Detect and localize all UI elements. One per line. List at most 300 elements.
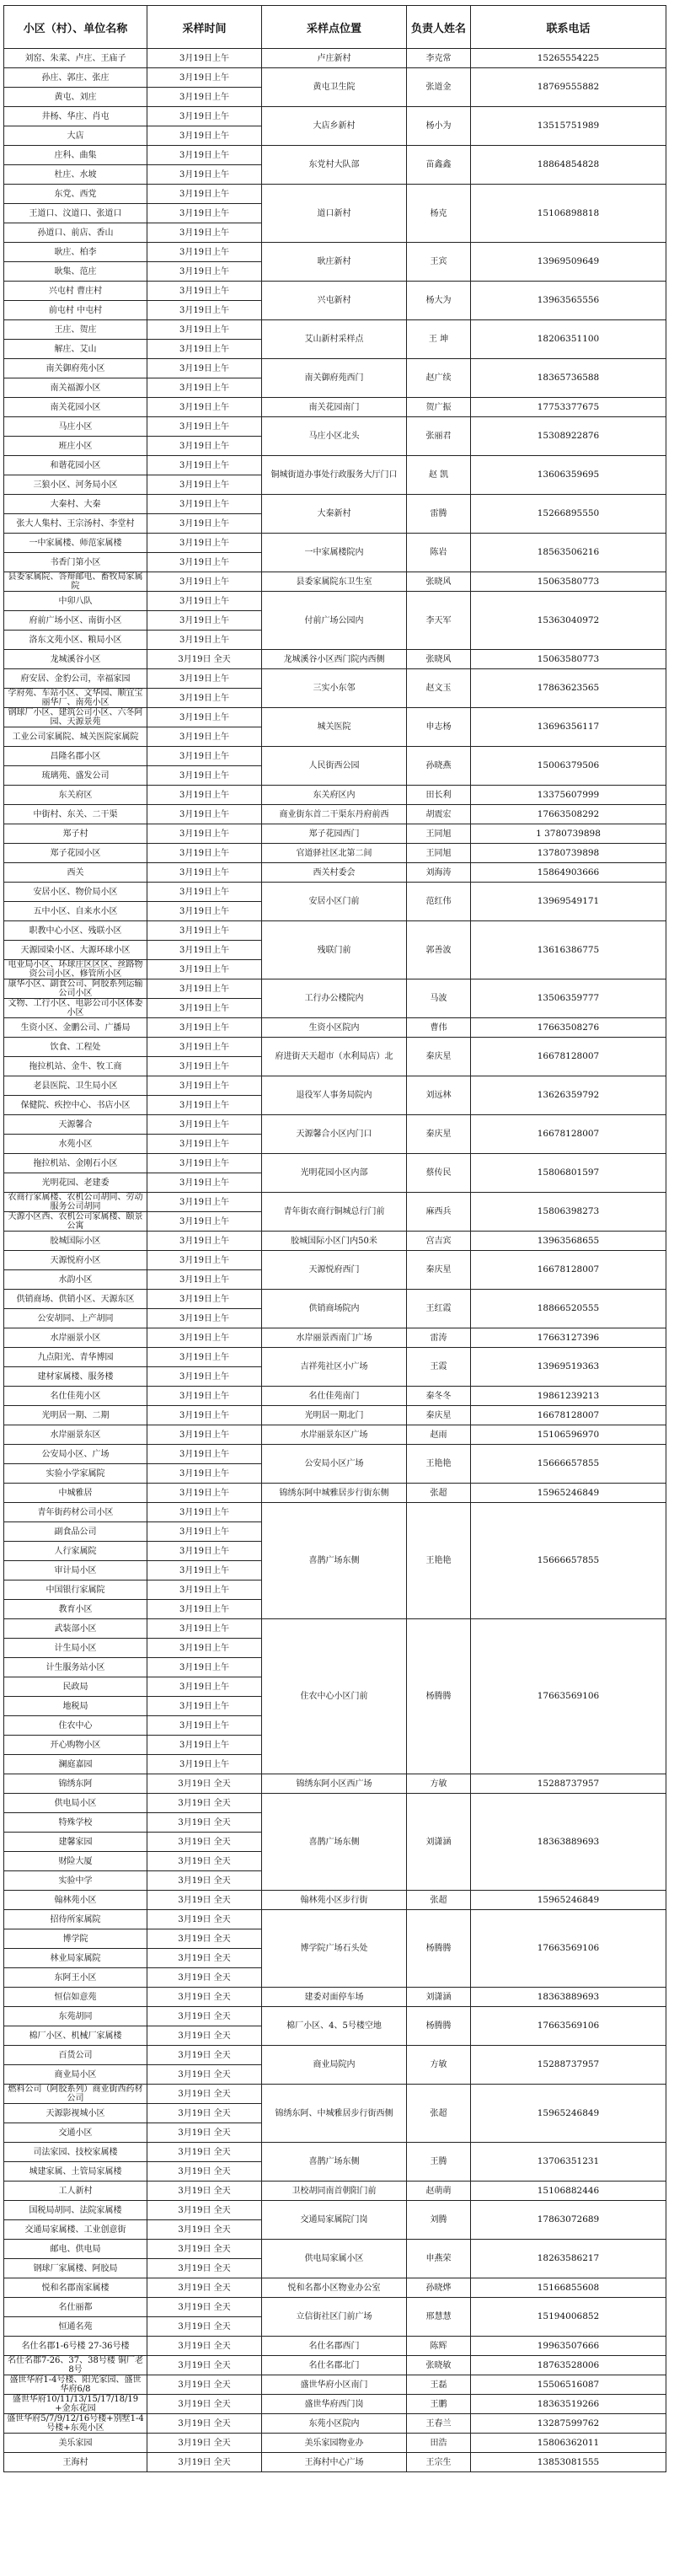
- table-row: [4, 398, 666, 417]
- time-cell: 3月19日 全天: [147, 650, 262, 669]
- phone-cell: 18363519266: [471, 2395, 666, 2414]
- time-cell: 3月19日上午: [147, 1522, 262, 1542]
- unit-cell: 工人新村: [4, 2182, 147, 2201]
- unit-cell: 燃料公司（阿胶系列）商业街西药材公司: [4, 2085, 147, 2104]
- time-cell: 3月19日上午: [147, 1658, 262, 1677]
- phone-cell: 15266895550: [471, 495, 666, 534]
- unit-cell: 班庄小区: [4, 437, 147, 456]
- person-cell: 范红伟: [407, 883, 471, 921]
- unit-cell: 府前广场小区、南街小区: [4, 611, 147, 631]
- person-cell: 陈岩: [407, 534, 471, 572]
- site-cell: 胶城国际小区门内50米: [262, 1232, 407, 1251]
- header-unit: 小区（村）、单位名称: [4, 6, 147, 49]
- person-cell: 刘潇涵: [407, 1988, 471, 2007]
- phone-cell: 15965246849: [471, 1891, 666, 1910]
- person-cell: 秦庆星: [407, 1406, 471, 1425]
- time-cell: 3月19日上午: [147, 786, 262, 805]
- unit-cell: 供电局小区: [4, 1794, 147, 1813]
- site-cell: 官道驿社区北第二间: [262, 844, 407, 863]
- site-cell: 东苑小区院内: [262, 2414, 407, 2434]
- table-row: [4, 1406, 666, 1425]
- unit-cell: 孙道口、前店、香山: [4, 223, 147, 243]
- unit-cell: 中国银行家属院: [4, 1580, 147, 1600]
- unit-cell: 郑子花园小区: [4, 844, 147, 863]
- unit-cell: 康华小区、副食公司、阿胶系列运输公司小区: [4, 979, 147, 999]
- unit-cell: 老县医院、卫生局小区: [4, 1076, 147, 1096]
- table-row: [4, 1988, 666, 2007]
- time-cell: 3月19日上午: [147, 1348, 262, 1367]
- time-cell: 3月19日上午: [147, 1503, 262, 1522]
- time-cell: 3月19日上午: [147, 766, 262, 786]
- person-cell: 雷涛: [407, 1328, 471, 1348]
- unit-cell: 供销商场、供销小区、天源东区: [4, 1290, 147, 1309]
- site-cell: 锦绣东阿中城雅居步行街东侧: [262, 1484, 407, 1503]
- unit-cell: 城建家属、土管局家属楼: [4, 2162, 147, 2182]
- unit-cell: 住农中心: [4, 1716, 147, 1736]
- site-cell: 兴屯新村: [262, 282, 407, 320]
- site-cell: 人民街西公园: [262, 747, 407, 786]
- table-body: [4, 49, 666, 2472]
- unit-cell: 百货公司: [4, 2046, 147, 2065]
- unit-cell: 三狼小区、河务局小区: [4, 475, 147, 495]
- time-cell: 3月19日上午: [147, 437, 262, 456]
- time-cell: 3月19日上午: [147, 1367, 262, 1387]
- time-cell: 3月19日 全天: [147, 2162, 262, 2182]
- phone-cell: 18365736588: [471, 359, 666, 398]
- time-cell: 3月19日 全天: [147, 2123, 262, 2143]
- person-cell: 王同旭: [407, 824, 471, 844]
- unit-cell: 教育小区: [4, 1600, 147, 1619]
- unit-cell: 恒信如意苑: [4, 1988, 147, 2007]
- unit-cell: 计生局小区: [4, 1639, 147, 1658]
- unit-cell: 电业局小区、环球庄区区区、丝路物资公司小区、修管所小区: [4, 960, 147, 979]
- time-cell: 3月19日上午: [147, 1580, 262, 1600]
- phone-cell: 15864903666: [471, 863, 666, 883]
- phone-cell: 16678128007: [471, 1251, 666, 1290]
- phone-cell: 13706351231: [471, 2143, 666, 2182]
- table-row: [4, 1484, 666, 1503]
- time-cell: 3月19日上午: [147, 1135, 262, 1154]
- table-row: [4, 708, 666, 727]
- unit-cell: 国税局胡同、法院家属楼: [4, 2201, 147, 2220]
- unit-cell: 名仕佳苑小区: [4, 1387, 147, 1406]
- person-cell: 秦庆星: [407, 1038, 471, 1076]
- unit-cell: 解庄、艾山: [4, 340, 147, 359]
- unit-cell: 南关御府苑小区: [4, 359, 147, 378]
- person-cell: 赵 凯: [407, 456, 471, 495]
- unit-cell: 水韵小区: [4, 1270, 147, 1290]
- unit-cell: 东阿王小区: [4, 1968, 147, 1988]
- person-cell: 杨腾腾: [407, 1619, 471, 1774]
- unit-cell: 恒通名苑: [4, 2317, 147, 2337]
- person-cell: 曹伟: [407, 1018, 471, 1038]
- unit-cell: 澜庭嘉园: [4, 1755, 147, 1774]
- time-cell: 3月19日上午: [147, 1018, 262, 1038]
- unit-cell: 生资小区、金鹏公司、广播局: [4, 1018, 147, 1038]
- sampling-schedule-table: [3, 5, 666, 2472]
- time-cell: 3月19日上午: [147, 243, 262, 262]
- table-row: [4, 863, 666, 883]
- site-cell: 博学院广场石头处: [262, 1910, 407, 1988]
- person-cell: 田浩: [407, 2434, 471, 2453]
- time-cell: 3月19日上午: [147, 49, 262, 68]
- site-cell: 府进街天天超市（水利局店）北: [262, 1038, 407, 1076]
- unit-cell: 胶城国际小区: [4, 1232, 147, 1251]
- table-row: [4, 534, 666, 553]
- table-row: [4, 650, 666, 669]
- time-cell: 3月19日上午: [147, 1115, 262, 1135]
- person-cell: 杨克: [407, 185, 471, 243]
- site-cell: 锦绣东阿小区西广场: [262, 1774, 407, 1794]
- person-cell: 王同旭: [407, 844, 471, 863]
- site-cell: 道口新村: [262, 185, 407, 243]
- header-time: 采样时间: [147, 6, 262, 49]
- time-cell: 3月19日上午: [147, 301, 262, 320]
- site-cell: 供电局家属小区: [262, 2240, 407, 2278]
- person-cell: 麻西兵: [407, 1193, 471, 1232]
- unit-cell: 天源影视城小区: [4, 2104, 147, 2123]
- time-cell: 3月19日 全天: [147, 1813, 262, 1833]
- unit-cell: 武装部小区: [4, 1619, 147, 1639]
- unit-cell: 黄屯、刘庄: [4, 88, 147, 107]
- time-cell: 3月19日 全天: [147, 1968, 262, 1988]
- site-cell: 城关医院: [262, 708, 407, 747]
- table-row: [4, 107, 666, 126]
- phone-cell: 17863072689: [471, 2201, 666, 2240]
- site-cell: 商业局院内: [262, 2046, 407, 2085]
- unit-cell: 审计局小区: [4, 1561, 147, 1580]
- table-row: [4, 2298, 666, 2317]
- phone-cell: 15506516087: [471, 2375, 666, 2395]
- site-cell: 付前广场公园内: [262, 592, 407, 650]
- person-cell: 张晓敏: [407, 2356, 471, 2375]
- phone-cell: 18206351100: [471, 320, 666, 359]
- site-cell: 交通局家属院门岗: [262, 2201, 407, 2240]
- site-cell: 立信街社区门前广场: [262, 2298, 407, 2337]
- table-row: [4, 669, 666, 689]
- unit-cell: 司法家园、技校家属楼: [4, 2143, 147, 2162]
- table-row: [4, 2453, 666, 2472]
- unit-cell: 耿集、范庄: [4, 262, 147, 282]
- table-row: [4, 1018, 666, 1038]
- phone-cell: 17663508276: [471, 1018, 666, 1038]
- unit-cell: 钢球厂家属楼、阿胶局: [4, 2259, 147, 2278]
- person-cell: 杨小为: [407, 107, 471, 146]
- phone-cell: 13780739898: [471, 844, 666, 863]
- unit-cell: 王海村: [4, 2453, 147, 2472]
- person-cell: 王 坤: [407, 320, 471, 359]
- unit-cell: 建材家属楼、服务楼: [4, 1367, 147, 1387]
- table-row: [4, 2240, 666, 2259]
- time-cell: 3月19日 全天: [147, 2104, 262, 2123]
- unit-cell: 昌隆名郡小区: [4, 747, 147, 766]
- person-cell: 宫吉宾: [407, 1232, 471, 1251]
- time-cell: 3月19日上午: [147, 126, 262, 146]
- time-cell: 3月19日 全天: [147, 2375, 262, 2395]
- time-cell: 3月19日上午: [147, 1425, 262, 1445]
- site-cell: 水岸丽景东区广场: [262, 1425, 407, 1445]
- time-cell: 3月19日 全天: [147, 2298, 262, 2317]
- phone-cell: 18769555882: [471, 68, 666, 107]
- time-cell: 3月19日 全天: [147, 1833, 262, 1852]
- time-cell: 3月19日 全天: [147, 1891, 262, 1910]
- person-cell: 王霞: [407, 1348, 471, 1387]
- table-row: [4, 844, 666, 863]
- table-row: [4, 2201, 666, 2220]
- unit-cell: 王庄、贺庄: [4, 320, 147, 340]
- site-cell: 喜鹊广场东侧: [262, 2143, 407, 2182]
- time-cell: 3月19日上午: [147, 320, 262, 340]
- unit-cell: 地税局: [4, 1697, 147, 1716]
- unit-cell: 盛世华府5/7/9/12/16号楼+别墅1-4号楼+东苑小区: [4, 2414, 147, 2434]
- table-row: [4, 1290, 666, 1309]
- phone-cell: 18864854828: [471, 146, 666, 185]
- person-cell: 赵雨: [407, 1425, 471, 1445]
- site-cell: 安居小区门前: [262, 883, 407, 921]
- person-cell: 孙晓燕: [407, 747, 471, 786]
- time-cell: 3月19日 全天: [147, 2278, 262, 2298]
- site-cell: 王海村中心广场: [262, 2453, 407, 2472]
- site-cell: 南关御府苑西门: [262, 359, 407, 398]
- person-cell: 王宗生: [407, 2453, 471, 2472]
- time-cell: 3月19日上午: [147, 611, 262, 631]
- site-cell: 县委家属院东卫生室: [262, 572, 407, 592]
- person-cell: 刘远林: [407, 1076, 471, 1115]
- table-row: [4, 1232, 666, 1251]
- unit-cell: 书香门第小区: [4, 553, 147, 572]
- time-cell: 3月19日 全天: [147, 1988, 262, 2007]
- unit-cell: 青年街药材公司小区: [4, 1503, 147, 1522]
- phone-cell: 18363889693: [471, 1794, 666, 1891]
- unit-cell: 西关: [4, 863, 147, 883]
- time-cell: 3月19日 全天: [147, 2356, 262, 2375]
- time-cell: 3月19日 全天: [147, 2220, 262, 2240]
- unit-cell: 公安胡同、上产胡同: [4, 1309, 147, 1328]
- person-cell: 张超: [407, 2085, 471, 2143]
- phone-cell: 15288737957: [471, 1774, 666, 1794]
- time-cell: 3月19日上午: [147, 1561, 262, 1580]
- unit-cell: 一中家属楼、师范家属楼: [4, 534, 147, 553]
- unit-cell: 郑子村: [4, 824, 147, 844]
- table-row: [4, 2414, 666, 2434]
- person-cell: 赵文玉: [407, 669, 471, 708]
- time-cell: 3月19日 全天: [147, 2085, 262, 2104]
- phone-cell: 13287599762: [471, 2414, 666, 2434]
- person-cell: 王艳艳: [407, 1445, 471, 1484]
- phone-cell: 13969519363: [471, 1348, 666, 1387]
- person-cell: 刘潇涵: [407, 1794, 471, 1891]
- site-cell: 艾山新村采样点: [262, 320, 407, 359]
- time-cell: 3月19日上午: [147, 456, 262, 475]
- table-row: [4, 2046, 666, 2065]
- time-cell: 3月19日上午: [147, 534, 262, 553]
- site-cell: 棉厂小区、4、5号楼空地: [262, 2007, 407, 2046]
- table-row: [4, 1425, 666, 1445]
- time-cell: 3月19日 全天: [147, 1794, 262, 1813]
- time-cell: 3月19日上午: [147, 1716, 262, 1736]
- time-cell: 3月19日上午: [147, 417, 262, 437]
- phone-cell: 15106596970: [471, 1425, 666, 1445]
- table-row: [4, 282, 666, 301]
- site-cell: 退役军人事务局院内: [262, 1076, 407, 1115]
- phone-cell: 15106882446: [471, 2182, 666, 2201]
- person-cell: 胡震宏: [407, 805, 471, 824]
- unit-cell: 美乐家园: [4, 2434, 147, 2453]
- phone-cell: 15965246849: [471, 2085, 666, 2143]
- unit-cell: 文物、工行小区、电影公司小区体委小区: [4, 999, 147, 1018]
- person-cell: 李天军: [407, 592, 471, 650]
- time-cell: 3月19日上午: [147, 204, 262, 223]
- unit-cell: 公安局小区、广场: [4, 1445, 147, 1464]
- unit-cell: 九点阳光、青华博园: [4, 1348, 147, 1367]
- time-cell: 3月19日上午: [147, 1677, 262, 1697]
- time-cell: 3月19日上午: [147, 1328, 262, 1348]
- table-row: [4, 68, 666, 88]
- table-row: [4, 592, 666, 611]
- phone-cell: 19963507666: [471, 2337, 666, 2356]
- phone-cell: 18866520555: [471, 1290, 666, 1328]
- person-cell: 张晓风: [407, 572, 471, 592]
- unit-cell: 工业公司家属院、城关医院家属院: [4, 727, 147, 747]
- site-cell: 残联门前: [262, 921, 407, 979]
- time-cell: 3月19日上午: [147, 572, 262, 592]
- time-cell: 3月19日 全天: [147, 1774, 262, 1794]
- person-cell: 申燕荣: [407, 2240, 471, 2278]
- header-row: [4, 6, 666, 49]
- phone-cell: 17663569106: [471, 2007, 666, 2046]
- time-cell: 3月19日上午: [147, 669, 262, 689]
- site-cell: 供销商场院内: [262, 1290, 407, 1328]
- table-row: [4, 417, 666, 437]
- site-cell: 卢庄新村: [262, 49, 407, 68]
- phone-cell: 16678128007: [471, 1406, 666, 1425]
- person-cell: 田长利: [407, 786, 471, 805]
- table-row: [4, 883, 666, 902]
- site-cell: 大秦新村: [262, 495, 407, 534]
- time-cell: 3月19日上午: [147, 1038, 262, 1057]
- table-row: [4, 243, 666, 262]
- phone-cell: 15194006852: [471, 2298, 666, 2337]
- unit-cell: 中街村、东关、二干渠: [4, 805, 147, 824]
- table-row: [4, 921, 666, 941]
- unit-cell: 民政局: [4, 1677, 147, 1697]
- unit-cell: 招待所家属院: [4, 1910, 147, 1929]
- unit-cell: 名仕丽都: [4, 2298, 147, 2317]
- site-cell: 工行办公楼院内: [262, 979, 407, 1018]
- site-cell: 卫校胡同南首朝阳门前: [262, 2182, 407, 2201]
- table-row: [4, 805, 666, 824]
- person-cell: 方敏: [407, 1774, 471, 1794]
- phone-cell: 13616386775: [471, 921, 666, 979]
- table-row: [4, 320, 666, 340]
- unit-cell: 人行家属院: [4, 1542, 147, 1561]
- time-cell: 3月19日上午: [147, 1309, 262, 1328]
- unit-cell: 开心购物小区: [4, 1736, 147, 1755]
- person-cell: 李克常: [407, 49, 471, 68]
- time-cell: 3月19日上午: [147, 1232, 262, 1251]
- person-cell: 杨腾腾: [407, 2007, 471, 2046]
- unit-cell: 天源悦府小区: [4, 1251, 147, 1270]
- time-cell: 3月19日上午: [147, 844, 262, 863]
- person-cell: 张道金: [407, 68, 471, 107]
- phone-cell: 13606359695: [471, 456, 666, 495]
- person-cell: 秦庆星: [407, 1251, 471, 1290]
- person-cell: 马波: [407, 979, 471, 1018]
- time-cell: 3月19日上午: [147, 514, 262, 534]
- unit-cell: 庄科、曲集: [4, 146, 147, 165]
- time-cell: 3月19日上午: [147, 282, 262, 301]
- header-person: 负责人姓名: [407, 6, 471, 49]
- unit-cell: 大秦村、大秦: [4, 495, 147, 514]
- site-cell: 天源悦府西门: [262, 1251, 407, 1290]
- phone-cell: 15666657855: [471, 1445, 666, 1484]
- site-cell: 天源馨合小区内门口: [262, 1115, 407, 1154]
- site-cell: 喜鹊广场东侧: [262, 1503, 407, 1619]
- site-cell: 水岸丽景西南门广场: [262, 1328, 407, 1348]
- person-cell: 赵广续: [407, 359, 471, 398]
- site-cell: 铜城街道办事处行政服务大厅门口: [262, 456, 407, 495]
- unit-cell: 博学院: [4, 1929, 147, 1949]
- phone-cell: 13853081555: [471, 2453, 666, 2472]
- time-cell: 3月19日上午: [147, 553, 262, 572]
- site-cell: 翰林苑小区步行街: [262, 1891, 407, 1910]
- unit-cell: 邮电、供电局: [4, 2240, 147, 2259]
- time-cell: 3月19日上午: [147, 398, 262, 417]
- table-row: [4, 495, 666, 514]
- unit-cell: 农商行家属楼、农机公司胡同、劳动服务公司胡同: [4, 1193, 147, 1212]
- time-cell: 3月19日上午: [147, 68, 262, 88]
- table-row: [4, 2356, 666, 2375]
- site-cell: 美乐家园物业办: [262, 2434, 407, 2453]
- phone-cell: 15063580773: [471, 650, 666, 669]
- time-cell: 3月19日上午: [147, 1406, 262, 1425]
- time-cell: 3月19日 全天: [147, 2026, 262, 2046]
- time-cell: 3月19日 全天: [147, 2453, 262, 2472]
- person-cell: 赵萌萌: [407, 2182, 471, 2201]
- table-row: [4, 185, 666, 204]
- time-cell: 3月19日上午: [147, 1057, 262, 1076]
- site-cell: 黄屯卫生院: [262, 68, 407, 107]
- phone-cell: 18763528006: [471, 2356, 666, 2375]
- time-cell: 3月19日上午: [147, 1445, 262, 1464]
- person-cell: 雷腾: [407, 495, 471, 534]
- site-cell: 马庄小区北头: [262, 417, 407, 456]
- table-row: [4, 2182, 666, 2201]
- unit-cell: 天源馨合: [4, 1115, 147, 1135]
- unit-cell: 水岸丽景东区: [4, 1425, 147, 1445]
- phone-cell: 17663508292: [471, 805, 666, 824]
- phone-cell: 15666657855: [471, 1503, 666, 1619]
- unit-cell: 钢球厂小区、建筑公司小区、六冬阿园、天源景苑: [4, 708, 147, 727]
- person-cell: 蔡传民: [407, 1154, 471, 1193]
- person-cell: 孙晓烨: [407, 2278, 471, 2298]
- time-cell: 3月19日 全天: [147, 1852, 262, 1871]
- time-cell: 3月19日上午: [147, 1193, 262, 1212]
- unit-cell: 王道口、汶道口、张道口: [4, 204, 147, 223]
- unit-cell: 实验小学家属院: [4, 1464, 147, 1484]
- time-cell: 3月19日上午: [147, 1290, 262, 1309]
- time-cell: 3月19日 全天: [147, 2007, 262, 2026]
- person-cell: 王腾: [407, 2143, 471, 2182]
- time-cell: 3月19日上午: [147, 1484, 262, 1503]
- phone-cell: 1 3780739898: [471, 824, 666, 844]
- time-cell: 3月19日上午: [147, 475, 262, 495]
- time-cell: 3月19日上午: [147, 185, 262, 204]
- time-cell: 3月19日 全天: [147, 2143, 262, 2162]
- time-cell: 3月19日上午: [147, 1154, 262, 1173]
- unit-cell: 计生服务站小区: [4, 1658, 147, 1677]
- time-cell: 3月19日 全天: [147, 2317, 262, 2337]
